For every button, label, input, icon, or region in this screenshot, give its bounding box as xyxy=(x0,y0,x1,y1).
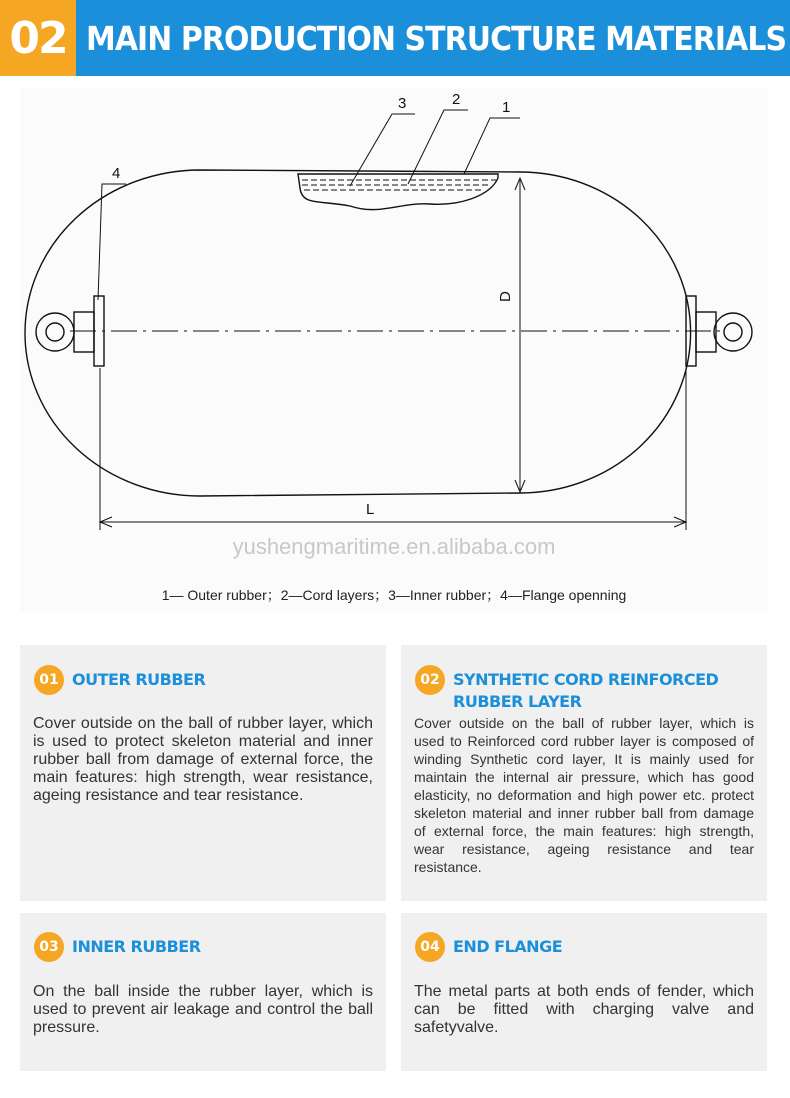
badge-02: 02 xyxy=(415,665,445,695)
card-synthetic-cord-layer xyxy=(401,645,767,901)
leader-1 xyxy=(464,118,520,174)
fender-body-outline xyxy=(25,170,691,496)
card-body: Cover outside on the ball of rubber layer, which is used to Reinforced cord rubber layer is composed of winding Synthetic cord layer, It is mainly used for maintain the internal air pressure, which has good elasticity, no deformation and high power etc. protect skeleton material and inner rubber ball from damage of external force, the main features: high strength, wear resistance, ageing resistance and tear resistance. xyxy=(414,715,754,875)
section-header xyxy=(0,0,790,76)
leader-3 xyxy=(350,114,415,186)
badge-04: 04 xyxy=(415,932,445,962)
badge-01: 01 xyxy=(34,665,64,695)
card-body: The metal parts at both ends of fender, which can be fitted with charging valve and safetyvalve. xyxy=(414,983,754,1036)
right-eye-inner xyxy=(724,323,742,341)
card-body: On the ball inside the rubber layer, which is used to prevent air leakage and control the ball pressure. xyxy=(33,983,373,1036)
leader-2 xyxy=(408,110,468,184)
card-title-line-1: SYNTHETIC CORD REINFORCED xyxy=(453,670,719,689)
section-number: 02 xyxy=(0,0,76,76)
label-l: L xyxy=(366,501,375,518)
card-title: END FLANGE xyxy=(453,937,563,956)
card-outer-rubber xyxy=(20,645,386,901)
card-title: OUTER RUBBER xyxy=(72,670,206,689)
right-flange-neck xyxy=(696,312,716,352)
left-eye-outer xyxy=(36,313,74,351)
leader-4 xyxy=(98,184,126,300)
label-2: 2 xyxy=(452,91,461,108)
card-title xyxy=(453,669,718,713)
fender-structure-diagram xyxy=(20,88,768,613)
watermark: yushengmaritime.en.alibaba.com xyxy=(232,534,556,559)
card-title-line-2: RUBBER LAYER xyxy=(453,692,582,711)
label-1: 1 xyxy=(502,99,511,116)
badge-03: 03 xyxy=(34,932,64,962)
label-3: 3 xyxy=(398,95,407,112)
left-eye-inner xyxy=(46,323,64,341)
section-title: MAIN PRODUCTION STRUCTURE MATERIALS xyxy=(76,0,790,76)
diagram-legend: 1— Outer rubber；2—Cord layers；3—Inner rubber；4—Flange openning xyxy=(161,587,627,603)
label-d: D xyxy=(497,291,514,302)
card-body: Cover outside on the ball of rubber layer, which is used to protect skeleton material and inner rubber ball from damage of external force, the main features: high strength, wear resistance, ageing resistance and tear resistance. xyxy=(33,715,373,804)
left-flange-neck xyxy=(74,312,94,352)
label-4: 4 xyxy=(112,165,121,182)
right-eye-outer xyxy=(714,313,752,351)
layer-cutaway xyxy=(298,174,498,210)
card-end-flange xyxy=(401,913,767,1071)
card-inner-rubber xyxy=(20,913,386,1071)
card-title: INNER RUBBER xyxy=(72,937,201,956)
